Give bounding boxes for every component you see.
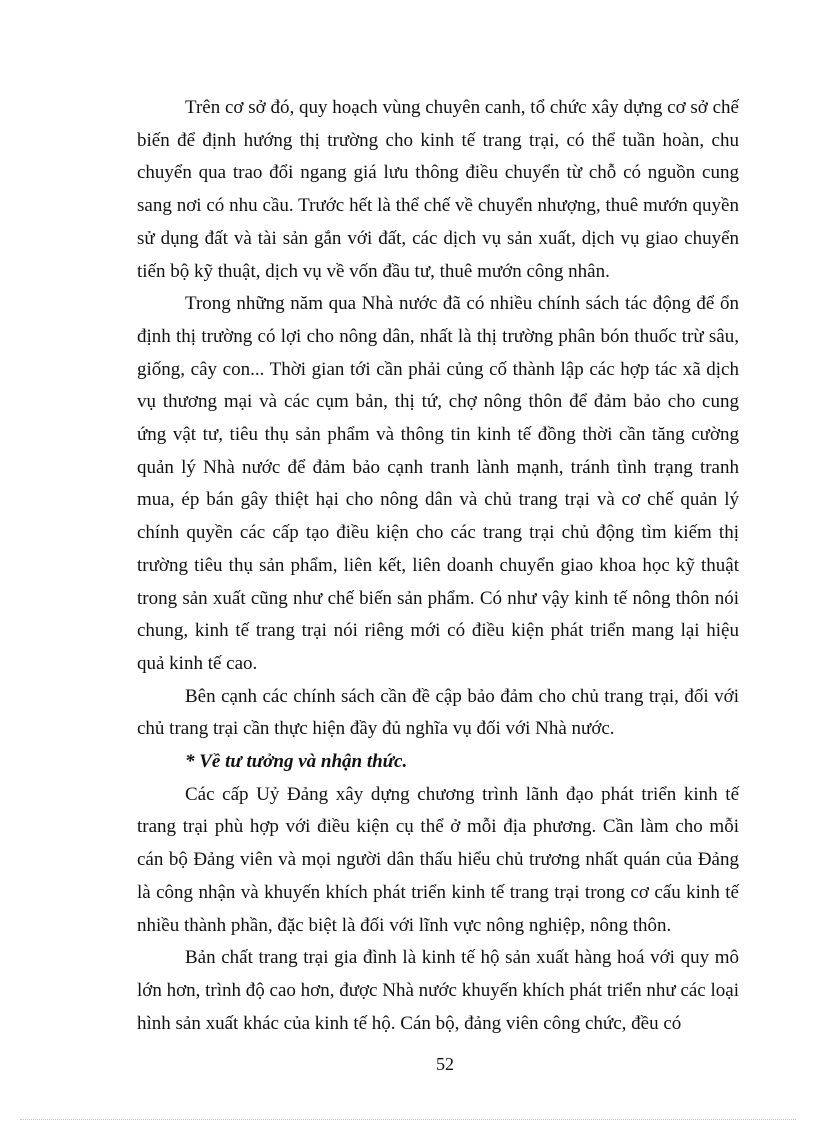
- paragraph-owner-obligations: Bên cạnh các chính sách cần đề cập bảo đảm cho chủ trang trại, đối với chủ trang trại cần thực hiện đầy đủ nghĩa vụ đối với Nhà nước.: [137, 685, 739, 740]
- page-number: 52: [436, 1054, 454, 1074]
- section-heading-ideology-awareness: * Về tư tưởng và nhận thức.: [185, 751, 408, 773]
- paragraph-party-leadership: Các cấp Uỷ Đảng xây dựng chương trình lãnh đạo phát triển kinh tế trang trại phù hợp với điều kiện cụ thể ở mỗi địa phương. Cần làm cho mỗi cán bộ Đảng viên và mọi người dân thấu hiểu chủ trương nhất quán của Đảng là công nhận và khuyến khích phát triển kinh tế trang trại trong cơ cấu kinh tế nhiều thành phần, đặc biệt là đối với lĩnh vực nông nghiệp, nông thôn.: [137, 783, 739, 936]
- paragraph-zoning-processing: Trên cơ sở đó, quy hoạch vùng chuyên canh, tổ chức xây dựng cơ sở chế biến để định hướng thị trường cho kinh tế trang trại, có thể tuần hoàn, chu chuyển qua trao đổi ngang giá lưu thông điều chuyển từ chỗ có nguồn cung sang nơi có nhu cầu. Trước hết là thể chế về chuyển nhượng, thuê mướn quyền sử dụng đất và tài sản gắn với đất, các dịch vụ sản xuất, dịch vụ giao chuyển tiến bộ kỹ thuật, dịch vụ về vốn đầu tư, thuê mướn công nhân.: [137, 97, 739, 282]
- paragraph-family-farm-nature: Bản chất trang trại gia đình là kinh tế hộ sản xuất hàng hoá với quy mô lớn hơn, trình độ cao hơn, được Nhà nước khuyến khích phát triển như các loại hình sản xuất khác của kinh tế hộ. Cán bộ, đảng viên công chức, đều có: [137, 947, 739, 1034]
- body-text: [137, 92, 739, 1040]
- page-bottom-divider: [20, 1119, 796, 1120]
- paragraph-market-policy: Trong những năm qua Nhà nước đã có nhiều chính sách tác động để ổn định thị trường có lợi cho nông dân, nhất là thị trường phân bón thuốc trừ sâu, giống, cây con... Thời gian tới cần phải củng cố thành lập các hợp tác xã dịch vụ thương mại và các cụm bản, thị tứ, chợ nông thôn để đảm bảo cho cung ứng vật tư, tiêu thụ sản phẩm và thông tin kinh tế đồng thời cần tăng cường quản lý Nhà nước để đảm bảo cạnh tranh lành mạnh, tránh tình trạng tranh mua, ép bán gây thiệt hại cho nông dân và chủ trang trại và cơ chế quản lý chính quyền các cấp tạo điều kiện cho các trang trại chủ động tìm kiếm thị trường tiêu thụ sản phẩm, liên kết, liên doanh chuyển giao khoa học kỹ thuật trong sản xuất cũng như chế biến sản phẩm. Có như vậy kinh tế nông thôn nói chung, kinh tế trang trại nói riêng mới có điều kiện phát triển mang lại hiệu quả kinh tế cao.: [137, 293, 739, 674]
